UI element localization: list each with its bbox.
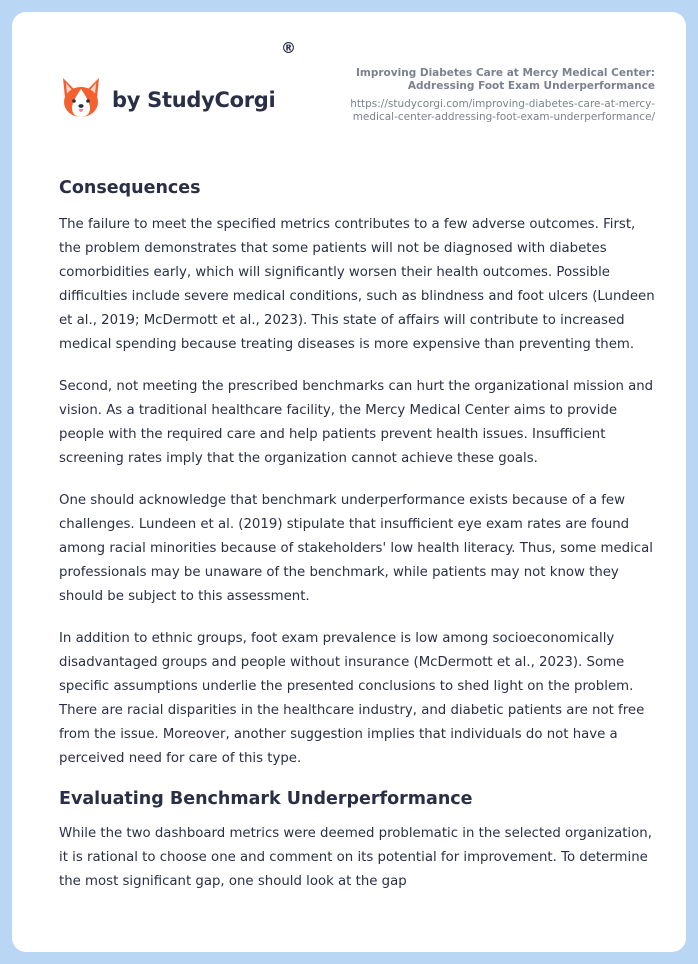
paragraph: Second, not meeting the prescribed benchmarks can hurt the organizational mission and vision. As a traditional healthcare facility, the Mercy Medical Center aims to provide people with the required care and help patients prevent health issues. Insufficient screening rates imply that the organization cannot achieve these goals. <box>59 379 654 466</box>
paragraph: In addition to ethnic groups, foot exam prevalence is low among socioeconomically disadvantaged groups and people without insurance (McDermott et al., 2023). Some specific assumptions underlie the presented conclusions to shed light on the problem. There are racial disparities in the healthcare industry, and diabetic patients are not free from the issue. Moreover, another suggestion implies that individuals do not have a perceived need for care of this type. <box>59 631 645 766</box>
document-meta <box>295 67 655 124</box>
section-heading-consequences: Consequences <box>59 178 201 198</box>
paragraph: One should acknowledge that benchmark underperformance exists because of a few challenges. Lundeen et al. (2019) stipulate that insufficient eye exam rates are found among racial minorities because of stakeholders' low health literacy. Thus, some medical professionals may be unaware of the benchmark, while patients may not know they should be subject to this assessment. <box>59 493 653 604</box>
document-title-line-2: Addressing Foot Exam Underperformance <box>407 80 655 92</box>
studycorgi-logo[interactable] <box>60 76 275 120</box>
page-header <box>12 12 686 162</box>
paragraph: While the two dashboard metrics were deemed problematic in the selected organization, it is rational to choose one and comment on its potential for improvement. To determine the most significant gap, one should look at the gap <box>59 826 652 889</box>
document-title <box>295 67 655 93</box>
document-title-line-1: Improving Diabetes Care at Mercy Medical Center: <box>356 67 655 79</box>
document-url-line-1: https://studycorgi.com/improving-diabetes-care-at-mercy- <box>350 98 655 110</box>
document-page <box>12 12 686 952</box>
corgi-icon <box>60 76 102 120</box>
paragraph: The failure to meet the specified metrics contributes to a few adverse outcomes. First, the problem demonstrates that some patients will not be diagnosed with diabetes comorbidities early, which will significantly worsen their health outcomes. Possible difficulties include severe medical conditions, such as blindness and foot ulcers (Lundeen et al., 2019; McDermott et al., 2023). This state of affairs will contribute to increased medical spending because treating diseases is more expensive than preventing them. <box>59 217 655 352</box>
document-url[interactable] <box>295 98 655 124</box>
registered-mark: ® <box>281 39 296 57</box>
document-url-line-2: medical-center-addressing-foot-exam-underperformance/ <box>352 111 655 123</box>
section-heading-evaluating: Evaluating Benchmark Underperformance <box>59 789 473 809</box>
brand-name: by StudyCorgi <box>112 88 276 112</box>
article-body <box>59 175 659 894</box>
